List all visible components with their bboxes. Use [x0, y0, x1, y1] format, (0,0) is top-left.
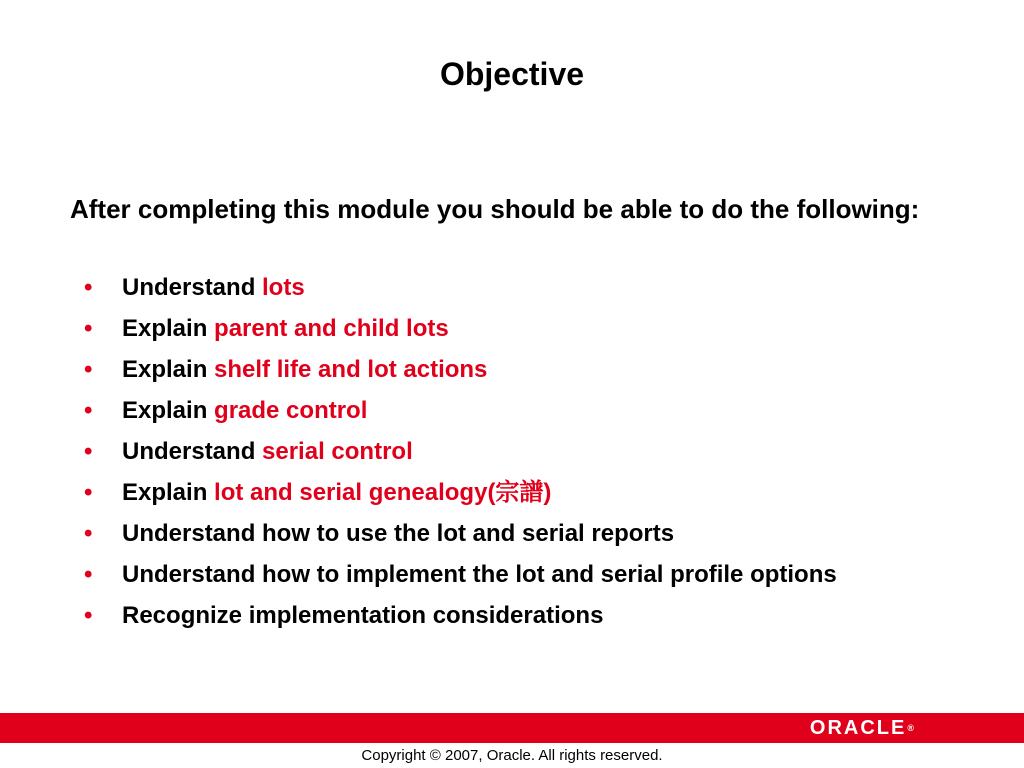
bullet-icon: •	[84, 520, 93, 547]
list-item	[84, 394, 964, 427]
registered-mark-icon: ®	[907, 723, 914, 733]
oracle-logo	[810, 716, 914, 740]
list-item	[84, 435, 964, 468]
bullet-icon: •	[84, 561, 93, 588]
copyright-notice: Copyright © 2007, Oracle. All rights reserved.	[361, 747, 663, 764]
list-item	[84, 312, 964, 345]
item-lead-text: Explain	[122, 479, 215, 506]
list-item	[84, 271, 964, 304]
item-lead-text: Understand	[122, 274, 263, 301]
oracle-logo-text: ORACLE	[809, 717, 907, 739]
item-lead-text: Understand	[122, 438, 263, 465]
intro-text: After completing this module you should be able to do the following:	[70, 194, 920, 224]
item-lead-text: Understand how to implement the lot and serial profile options	[122, 561, 837, 588]
list-item	[84, 517, 964, 550]
bullet-icon: •	[84, 479, 93, 506]
item-highlight-text: serial control	[262, 438, 413, 465]
bullet-icon: •	[84, 438, 93, 465]
bullet-icon: •	[84, 356, 93, 383]
item-lead-text: Explain	[122, 397, 215, 424]
item-highlight-text: lots	[262, 274, 305, 301]
objectives-list	[84, 271, 964, 640]
item-lead-text: Recognize implementation considerations	[122, 602, 604, 629]
list-item	[84, 558, 964, 591]
bullet-icon: •	[84, 397, 93, 424]
slide-title: Objective	[439, 56, 585, 92]
item-highlight-text: lot and serial genealogy(宗譜)	[214, 479, 552, 506]
bullet-icon: •	[84, 602, 93, 629]
list-item	[84, 599, 964, 632]
item-lead-text: Understand how to use the lot and serial reports	[122, 520, 675, 547]
item-highlight-text: shelf life and lot actions	[214, 356, 488, 383]
item-highlight-text: parent and child lots	[214, 315, 449, 342]
item-highlight-text: grade control	[214, 397, 368, 424]
bullet-icon: •	[84, 274, 93, 301]
bullet-icon: •	[84, 315, 93, 342]
item-lead-text: Explain	[122, 315, 215, 342]
list-item	[84, 476, 964, 509]
item-lead-text: Explain	[122, 356, 215, 383]
list-item	[84, 353, 964, 386]
